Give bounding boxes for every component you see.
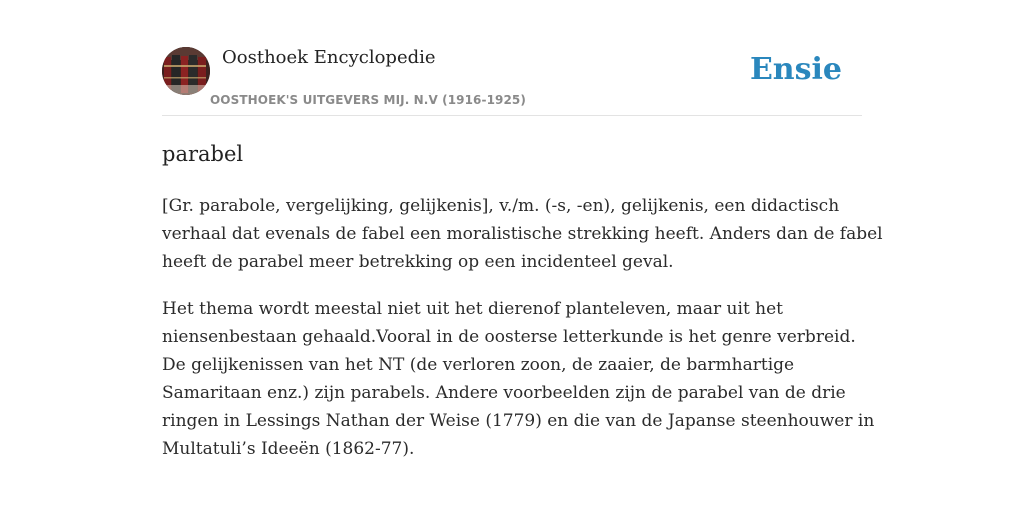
ensie-logo-link[interactable]: Ensie (749, 52, 842, 87)
source-header (162, 0, 862, 116)
paragraph-line: Samaritaan enz.) zijn parabels. Andere voorbeelden zijn de parabel van de drie (162, 383, 846, 403)
paragraph-line: ringen in Lessings Nathan der Weise (1779) en die van de Japanse steenhouwer in (162, 411, 875, 431)
paragraph-line: heeft de parabel meer betrekking op een incidenteel geval. (162, 252, 674, 272)
paragraph-line: De gelijkenissen van het NT (de verloren zoon, de zaaier, de barmhartige (162, 355, 795, 375)
book-spines-icon (162, 47, 210, 95)
entry-title: parabel (162, 142, 244, 166)
paragraph-line: verhaal dat evenals de fabel een moralistische strekking heeft. Anders dan de fabel (162, 224, 883, 244)
paragraph-line: [Gr. parabole, vergelijking, gelijkenis], v./m. (-s, -en), gelijkenis, een didactisch (162, 196, 840, 216)
source-avatar[interactable] (162, 47, 210, 95)
paragraph-line: Multatuli’s Ideeën (1862-77). (162, 439, 415, 459)
source-title[interactable]: Oosthoek Encyclopedie (222, 47, 436, 68)
entry-body (162, 192, 883, 482)
entry-paragraph (162, 192, 883, 276)
article-card (162, 0, 883, 512)
paragraph-line: niensenbestaan gehaald.Vooral in de oosterse letterkunde is het genre verbreid. (162, 327, 856, 347)
source-subtitle: OOSTHOEK'S UITGEVERS MIJ. N.V (1916-1925) (210, 93, 526, 107)
paragraph-line: Het thema wordt meestal niet uit het dierenof planteleven, maar uit het (162, 299, 784, 319)
entry-paragraph (162, 295, 875, 463)
